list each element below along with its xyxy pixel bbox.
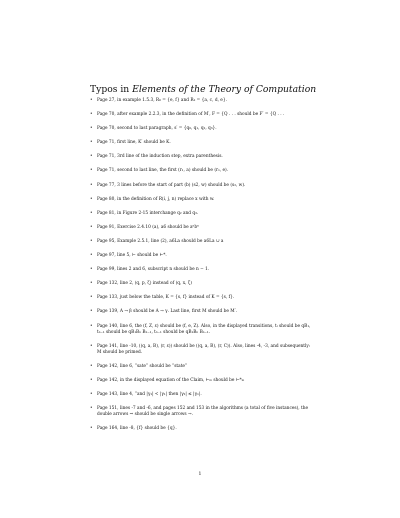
item-text: Page 141, line -10, ((q, a, B), (r, ε)) should be ((q, a, B), (r, C)). Also, lines -4, -3, and subsequently: M should be primed. bbox=[97, 343, 311, 355]
errata-list bbox=[90, 98, 315, 440]
item-text: Page 133, just below the table, K = {s, f} instead of K = {s, f}. bbox=[97, 295, 235, 301]
item-text: Page 81, in Figure 2-15 interchange q₂ and q₃. bbox=[97, 210, 199, 216]
bullet-icon: • bbox=[90, 267, 93, 273]
list-item bbox=[90, 112, 315, 118]
page-title bbox=[90, 84, 316, 95]
bullet-icon: • bbox=[90, 281, 93, 287]
bullet-icon: • bbox=[90, 343, 93, 349]
list-item bbox=[90, 197, 315, 203]
list-item bbox=[90, 344, 315, 356]
bullet-icon: • bbox=[90, 392, 93, 398]
bullet-icon: • bbox=[90, 309, 93, 315]
list-item bbox=[90, 378, 315, 384]
bullet-icon: • bbox=[90, 253, 93, 259]
item-text: Page 139, A → β should be A → γ. Last line, first M should be M′. bbox=[97, 309, 238, 315]
list-item bbox=[90, 267, 315, 273]
item-text: Page 132, line 2, (q, p, ζ) instead of (q, x, ζ) bbox=[97, 281, 192, 287]
bullet-icon: • bbox=[90, 112, 93, 118]
list-item bbox=[90, 239, 315, 245]
list-item bbox=[90, 140, 315, 146]
item-text: Page 99, lines 2 and 6, subscript n should be n − 1. bbox=[97, 267, 210, 273]
list-item bbox=[90, 168, 315, 174]
list-item bbox=[90, 406, 315, 418]
item-text: Page 77, 3 lines before the start of part (b) (s2, w) should be (s₂, w). bbox=[97, 182, 246, 188]
list-item bbox=[90, 253, 315, 259]
page-number: 1 bbox=[198, 472, 202, 477]
book-title: Elements of the Theory of Computation bbox=[132, 84, 317, 95]
item-text: Page 27, in example 1.5.3, R₀ = {e, f} and R₂ = {a, c, d, e}. bbox=[97, 98, 227, 103]
bullet-icon: • bbox=[90, 154, 93, 160]
list-item bbox=[90, 295, 315, 301]
bullet-icon: • bbox=[90, 196, 93, 202]
list-item bbox=[90, 183, 315, 189]
bullet-icon: • bbox=[90, 377, 93, 383]
list-item bbox=[90, 98, 315, 104]
list-item bbox=[90, 324, 315, 336]
bullet-icon: • bbox=[90, 295, 93, 301]
item-text: Page 91, Exercise 2.4.10 (a), a6 should be aⁿbⁿ bbox=[97, 224, 200, 230]
list-item bbox=[90, 225, 315, 231]
list-item bbox=[90, 309, 315, 315]
bullet-icon: • bbox=[90, 98, 93, 103]
list-item bbox=[90, 426, 315, 432]
item-text: Page 70, second to last paragraph, s′ = {q₀, q₁, q₂, q₃}. bbox=[97, 126, 217, 132]
item-text: Page 95, Example 2.5.1, line (2), a6La should be a6La ∪ a bbox=[97, 238, 224, 244]
bullet-icon: • bbox=[90, 426, 93, 432]
item-text: Page 143, line 4, “and |γ₁| < |γ₁| then |γ₂| ≤ |γ₁|. bbox=[97, 392, 202, 398]
item-text: Page 140, line 6, the (f, Z, ε) should be (f, e, Z). Also, in the displayed transitions, tᵢ should be qB₁, tₙ₋₁ should be qB₁Bₙ Bₙ₋₁, tₙ₋₁ should be qB₁Bₙ Bₙ₋₁. bbox=[97, 323, 311, 335]
list-item bbox=[90, 211, 315, 217]
list-item bbox=[90, 154, 315, 160]
list-item bbox=[90, 364, 315, 370]
item-text: Page 142, in the displayed equation of the Claim, ⊢ₘ should be ⊢*ₘ bbox=[97, 377, 245, 383]
item-text: Page 70, after example 2.2.3, in the definition of M′, F = {Q . . . should be F′ = {Q . . . bbox=[97, 112, 285, 118]
list-item bbox=[90, 392, 315, 398]
item-text: Page 71, first line, K′ should be K. bbox=[97, 140, 171, 146]
bullet-icon: • bbox=[90, 168, 93, 174]
bullet-icon: • bbox=[90, 323, 93, 329]
bullet-icon: • bbox=[90, 224, 93, 230]
bullet-icon: • bbox=[90, 406, 93, 412]
title-prefix: Typos in bbox=[90, 84, 133, 95]
bullet-icon: • bbox=[90, 363, 93, 369]
bullet-icon: • bbox=[90, 140, 93, 146]
list-item bbox=[90, 126, 315, 132]
item-text: Page 71, second to last line, the first (r₁, a) should be (r₁, e). bbox=[97, 168, 229, 174]
list-item bbox=[90, 281, 315, 287]
item-text: Page 97, line 5, ⊢ should be ⊢*. bbox=[97, 253, 167, 259]
item-text: Page 80, in the definition of R(i, j, n) replace x with w. bbox=[97, 196, 215, 202]
bullet-icon: • bbox=[90, 182, 93, 188]
item-text: Page 142, line 6, “sate” should be “state” bbox=[97, 363, 188, 369]
bullet-icon: • bbox=[90, 238, 93, 244]
item-text: Page 71, 3rd line of the induction step, extra parenthesis. bbox=[97, 154, 223, 160]
bullet-icon: • bbox=[90, 126, 93, 132]
bullet-icon: • bbox=[90, 210, 93, 216]
item-text: Page 164, line -8, {f} should be {q}. bbox=[97, 426, 177, 432]
item-text: Page 151, lines -7 and -6, and pages 152 and 153 in the algorithms (a total of five instances), the double arrows ⇒ should be single arrows →. bbox=[97, 406, 309, 418]
